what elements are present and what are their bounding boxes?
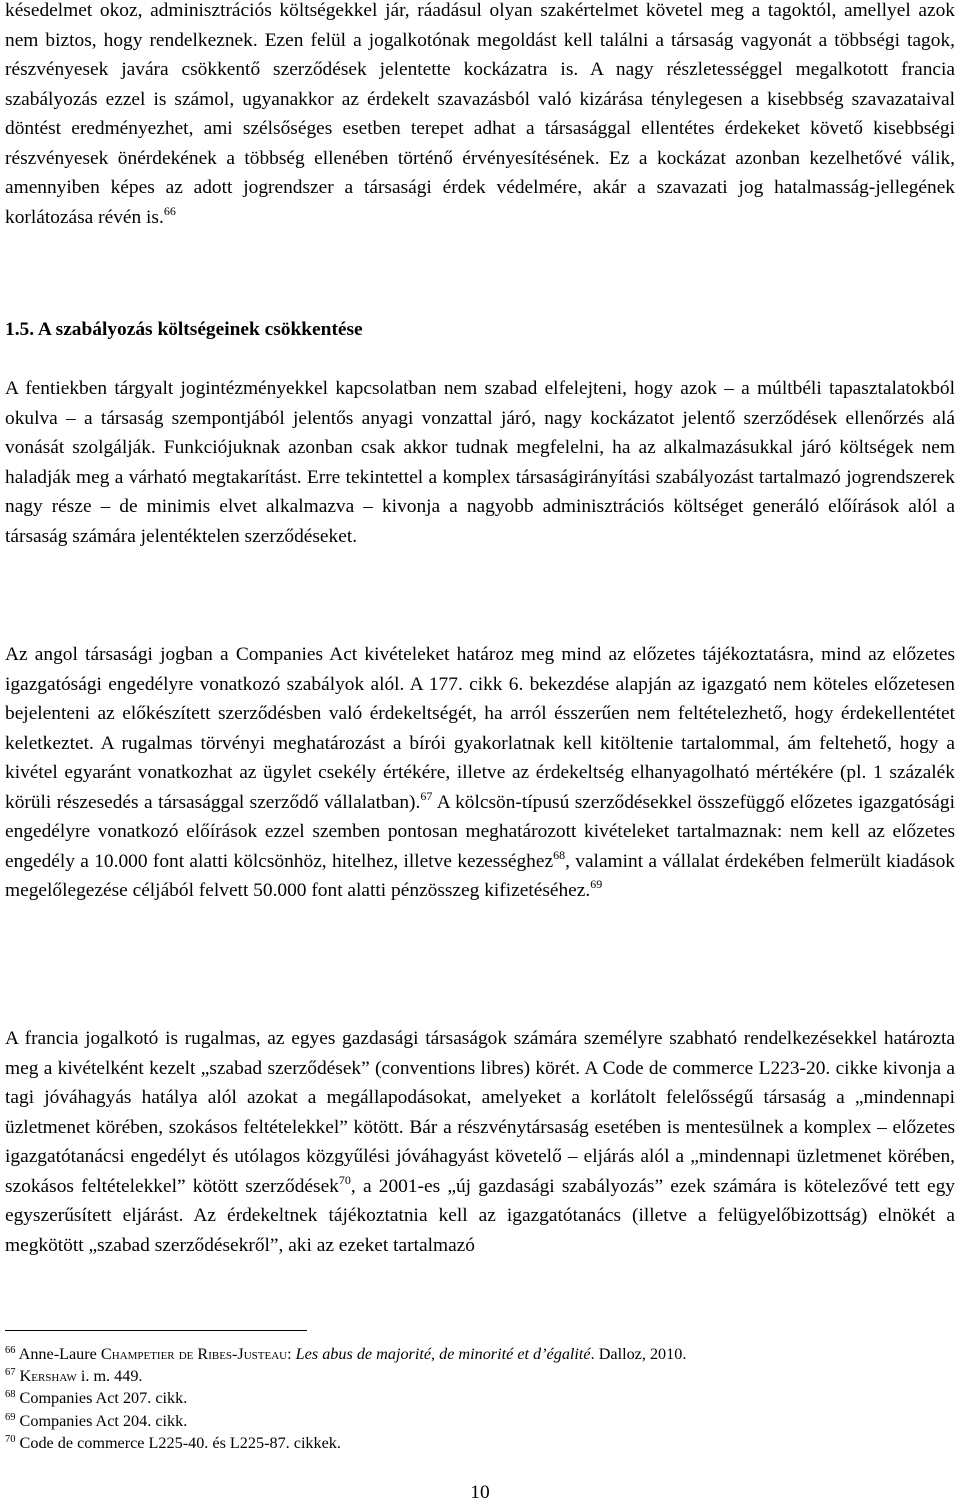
- page-number: 10: [470, 1482, 490, 1503]
- paragraph-2: [5, 374, 955, 551]
- book-title: Les abus de majorité, de minorité et d’égalité: [295, 1345, 591, 1363]
- text-run: A francia jogalkotó is rugalmas, az egyes gazdasági társaságok számára személyre szabható rendelkezésekkel határozta meg a kivételként kezelt „szabad szerződések” (conventions libres) körét. A Code de commerce L223-20. cikke kivonja a tagi jóváhagyás hatálya alól azokat a megállapodásokat, amelyeket a korlátolt felelősségű társaság a „mindennapi üzletmenet körében, szokásos feltételekkel” kötött. Bár a részvénytársaság esetében is mentesülnek a komplex – előzetes igazgatótanácsi engedélyt és utólagos közgyűlési jóváhagyást követelő – eljárás alól a „mindennapi üzletmenet körében, szokásos feltételekkel” kötött szerződések: [5, 1028, 955, 1197]
- text-run: A kölcsön-típusú szerződésekkel összefüggő előzetes igazgatósági engedélyre vonatkozó előírások ezzel szemben pontosan meghatározott kivételeket tartalmaznak: nem kell az előzetes engedély a 10.000 font alatti kölcsönhöz, hitelhez, illetve kezességhez: [5, 791, 955, 872]
- footnote-ref: 68: [553, 847, 566, 862]
- footnote-ref: 70: [338, 1172, 351, 1187]
- paragraph-4: [5, 1024, 955, 1260]
- footnote-66: [5, 1343, 955, 1365]
- footnote-number: 68: [5, 1389, 16, 1401]
- text-run: Anne-Laure: [15, 1345, 101, 1363]
- text-run: , a 2001-es „új gazdasági szabályozás” ezek számára is kötelezővé tett egy egyszerűsített eljárást. Az érdekeltnek tájékoztatnia kell az igazgatótanács (illetve a felügyelőbizottság) elnökét a megkötött „szabad szerződésekről”, aki az ezeket tartalmazó: [5, 1175, 955, 1256]
- footnote-ref: 67: [420, 788, 433, 803]
- footnote-68: [5, 1387, 955, 1409]
- footnote-ref: 66: [163, 203, 176, 218]
- text-run: Companies Act 207. cikk.: [15, 1389, 188, 1408]
- footnote-separator: [5, 1330, 307, 1331]
- footnote-67: [5, 1365, 955, 1387]
- footnote-number: 69: [5, 1411, 16, 1423]
- text-run: . Dalloz, 2010.: [590, 1345, 687, 1363]
- text-run: i. m. 449.: [76, 1367, 143, 1386]
- footnote-number: 70: [5, 1433, 16, 1445]
- text-run: , valamint a vállalat érdekében felmerült kiadások megelőlegezése céljából felvett 50.000 font alatti pénzösszeg kifizetéséhez.: [5, 850, 955, 901]
- footnote-70: [5, 1432, 955, 1454]
- text-run: Code de commerce L225-40. és L225-87. cikkek.: [15, 1433, 341, 1452]
- paragraph-3: [5, 640, 955, 906]
- footnote-ref: 69: [590, 877, 603, 891]
- text-run: késedelmet okoz, adminisztrációs költségekkel jár, ráadásul olyan szakértelmet követel meg a tagoktól, amellyel azok nem biztos, hogy rendelkeznek. Ezen felül a jogalkotónak megoldást kell találni a társaság vagyonát a többségi tagok, részvényesek javára csökkentő szerződések jelentette kockázatra is. A nagy részletességgel megalkotott francia szabályozás ezzel is számol, ugyanakkor az érdekelt szavazásból való kizárása ténylegesen a kisebbség szavazataival döntést eredményezhet, ami szélsőséges esetben terepet adhat a társasággal ellentétes érdekeket követő kisebbségi részvényesek önérdekének a többség ellenében történő érvényesítésének. Ez a kockázat azonban kezelhetővé válik, amennyiben képes az adott jogrendszer a társasági érdek védelmére, akár a szavazati jog hatalmasság-jellegének korlátozása révén is.: [5, 0, 955, 228]
- text-run: :: [287, 1345, 296, 1363]
- footnote-69: [5, 1410, 955, 1432]
- paragraph-1: [5, 0, 955, 232]
- author-name: Champetier de Ribes-Justeau: [100, 1345, 288, 1363]
- text-run: Companies Act 204. cikk.: [15, 1411, 188, 1430]
- author-name: Kershaw: [19, 1367, 77, 1386]
- footnote-number: 67: [5, 1367, 16, 1379]
- footnote-number: 66: [5, 1345, 16, 1356]
- footnotes: [5, 1343, 955, 1454]
- section-heading: 1.5. A szabályozás költségeinek csökkentése: [5, 319, 363, 340]
- text-run: Az angol társasági jogban a Companies Act kivételeket határoz meg mind az előzetes tájékoztatásra, mind az előzetes igazgatósági engedélyre vonatkozó szabályok alól. A 177. cikk 6. bekezdése alapján az igazgató nem köteles előzetesen bejelenteni az előkészített szerződésben való érdekeltségét, ha arról ésszerűen nem feltételezhető, hogy érdekellentétet keletkeztet. A rugalmas törvényi meghatározást a bírói gyakorlatnak kell kitöltenie tartalommal, ám feltehető, hogy a kivétel egyaránt vonatkozhat az ügylet csekély értékére, illetve az érdekeltség elhanyagolható mértékére (pl. 1 százalék körüli részesedés a társasággal szerződő vállalatban).: [5, 644, 955, 813]
- text-run: A fentiekben tárgyalt jogintézményekkel kapcsolatban nem szabad elfelejteni, hogy azok – a múltbéli tapasztalatokból okulva – a társaság szempontjából jelentős anyagi vonzattal járó, nagy kockázatot jelentő szerződések ellenőrzés alá vonását szolgálják. Funkciójuknak azonban csak akkor tudnak megfelelni, ha az alkalmazásukkal járó költségek nem haladják meg a várható megtakarítást. Erre tekintettel a komplex társaságirányítási szabályozást tartalmazó jogrendszerek nagy része – de minimis elvet alkalmazva – kivonja a nagyobb adminisztrációs költséget generáló előírások alól a társaság számára jelentéktelen szerződéseket.: [5, 378, 955, 547]
